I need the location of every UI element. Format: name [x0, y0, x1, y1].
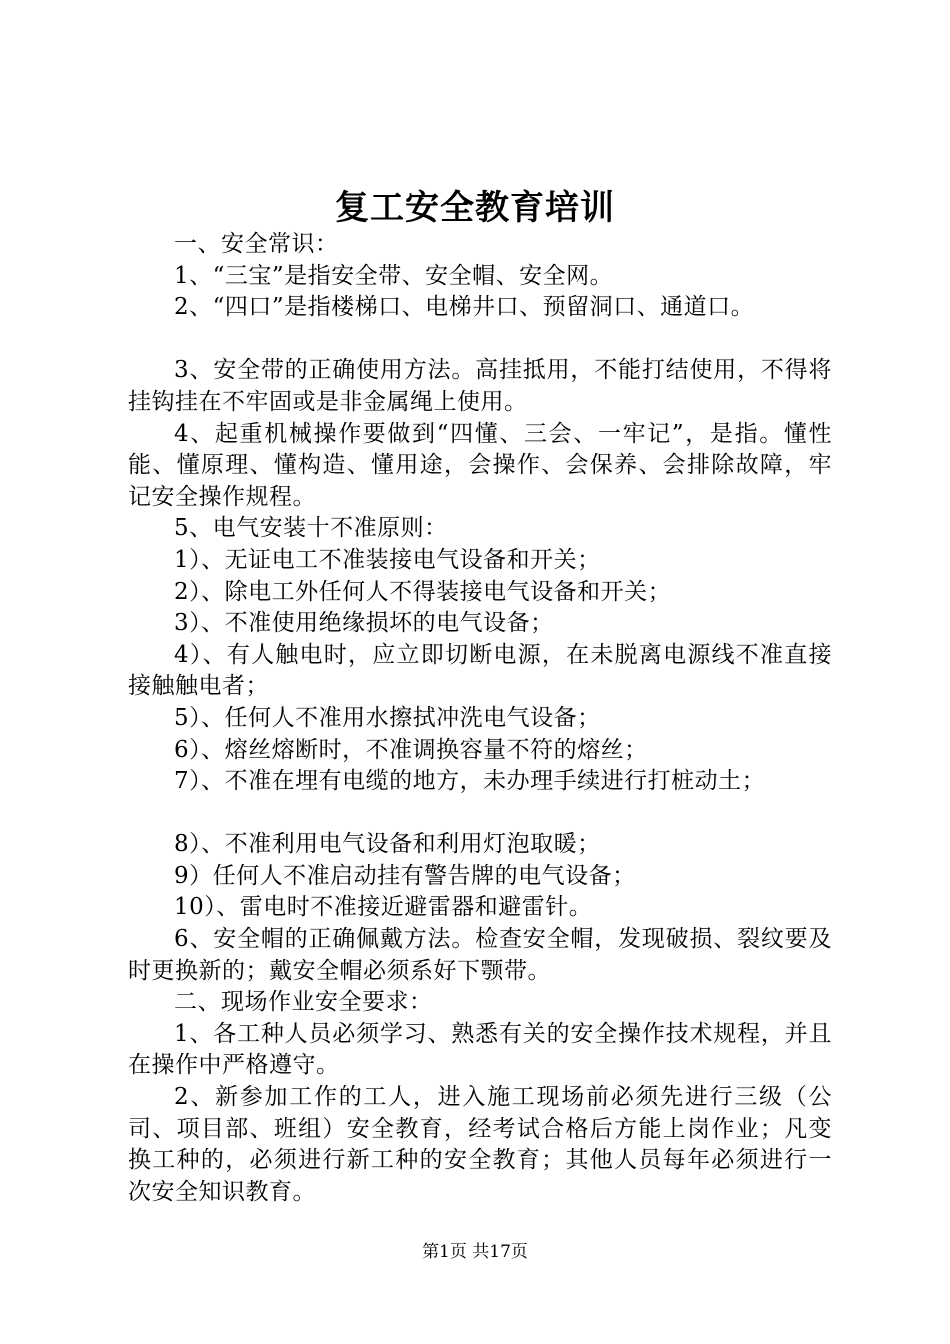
paragraph: 2、新参加工作的工人，进入施工现场前必须先进行三级（公司、项目部、班组）安全教育，经考试合格后方能上岗作业；凡变换工种的，必须进行新工种的安全教育；其他人员每年必须进行一次安全知识教育。 [128, 1084, 832, 1205]
paragraph: 3、安全带的正确使用方法。高挂抵用，不能打结使用，不得将挂钩挂在不牢固或是非金属绳上使用。 [128, 357, 832, 415]
list-item: 4）、有人触电时，应立即切断电源，在未脱离电源线不准直接接触触电者； [128, 641, 832, 700]
list-item: 10）、雷电时不准接近避雷器和避雷针。 [174, 894, 593, 921]
list-item: 2）、除电工外任何人不得装接电气设备和开关； [174, 578, 672, 605]
list-item: 1）、无证电工不准装接电气设备和开关； [174, 546, 601, 573]
document-title: 复工安全教育培训 [335, 188, 615, 228]
paragraph: 6、安全帽的正确佩戴方法。检查安全帽，发现破损、裂纹要及时更换新的；戴安全帽必须系好下颚带。 [128, 926, 832, 984]
list-item: 3）、不准使用绝缘损坏的电气设备； [174, 610, 554, 637]
list-item: 7）、不准在埋有电缆的地方，未办理手续进行打桩动土； [174, 768, 766, 795]
paragraph: 4、起重机械操作要做到“四懂、三会、一牢记”，是指。懂性能、懂原理、懂构造、懂用途，会操作、会保养、会排除故障，牢记安全操作规程。 [128, 420, 832, 510]
list-item: 8）、不准利用电气设备和利用灯泡取暖； [174, 831, 601, 858]
list-item: 5）、任何人不准用水擦拭冲洗电气设备； [174, 704, 601, 731]
page-footer: 第1页 共17页 [422, 1242, 528, 1262]
section-heading: 一、安全常识： [174, 231, 339, 257]
paragraph: 1、各工种人员必须学习、熟悉有关的安全操作技术规程，并且在操作中严格遵守。 [128, 1020, 832, 1079]
paragraph: 5、电气安装十不准原则： [174, 515, 448, 542]
paragraph: 2、“四口”是指楼梯口、电梯井口、预留洞口、通道口。 [174, 294, 755, 321]
document-body [128, 229, 832, 1208]
paragraph: 1、“三宝”是指安全带、安全帽、安全网。 [174, 262, 614, 289]
section-heading: 二、现场作业安全要求： [174, 989, 433, 1016]
list-item: 6）、熔丝熔断时，不准调换容量不符的熔丝； [174, 736, 648, 763]
list-item: 9）任何人不准启动挂有警告牌的电气设备； [174, 862, 636, 889]
